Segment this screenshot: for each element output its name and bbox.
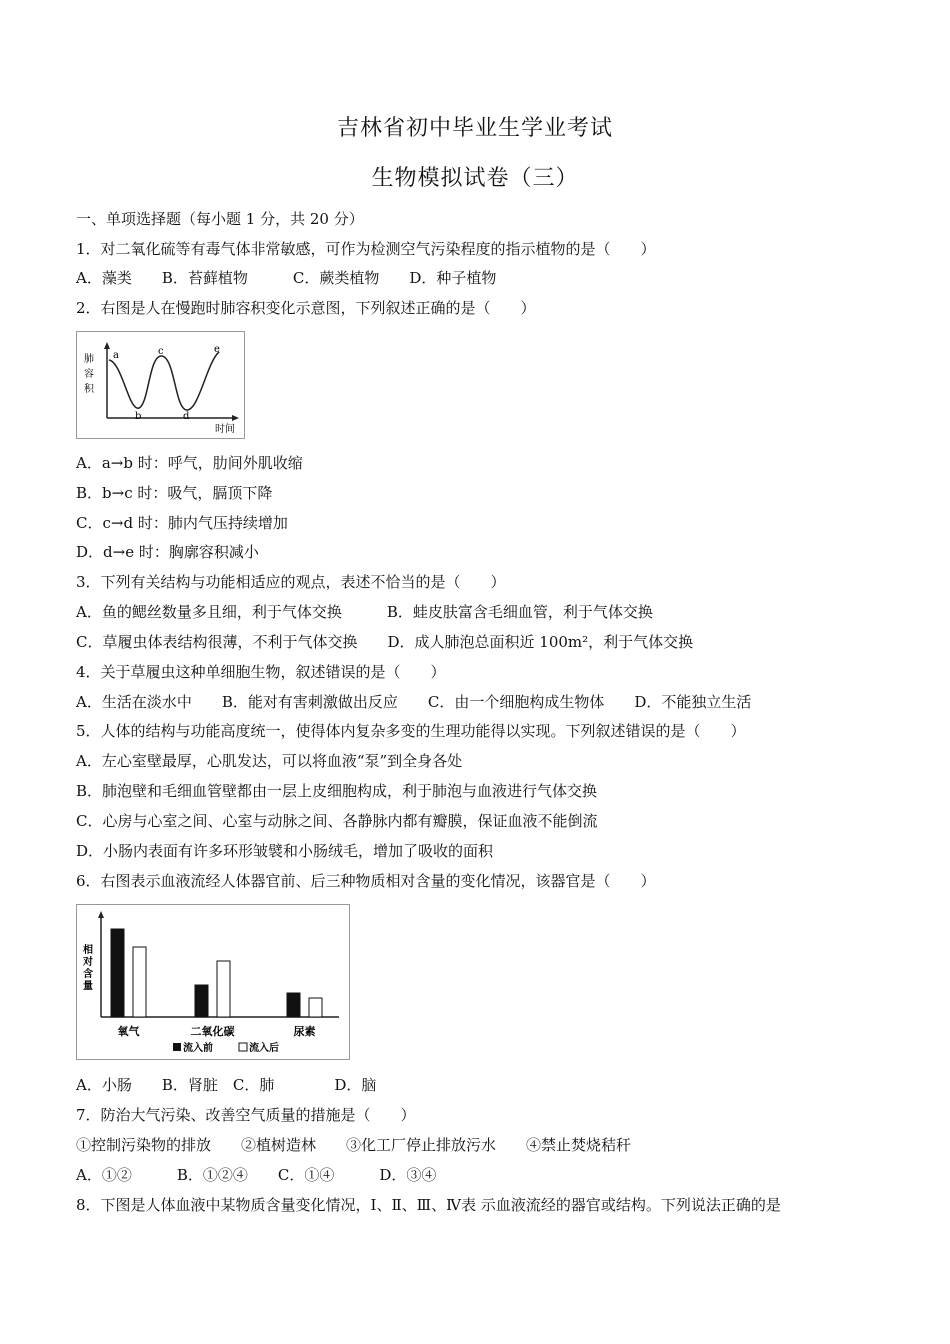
- question-2: 2．右图是人在慢跑时肺容积变化示意图，下列叙述正确的是（ ）: [76, 299, 536, 317]
- section-heading: 一、单项选择题（每小题 1 分，共 20 分）: [76, 210, 364, 228]
- category-label: 二氧化碳: [190, 1025, 235, 1038]
- legend-before-swatch: [173, 1043, 181, 1051]
- bar-0-after: [133, 947, 146, 1017]
- question-5: 5．人体的结构与功能高度统一，使得体内复杂多变的生理功能得以实现。下列叙述错误的是（ ）: [76, 722, 746, 740]
- question-5-option-c: C．心房与心室之间、心室与动脉之间、各静脉内都有瓣膜，保证血液不能倒流: [76, 812, 598, 830]
- bar-y-label-3: 含: [83, 969, 93, 980]
- question-8: 8．下图是人体血液中某物质含量变化情况，Ⅰ、Ⅱ、Ⅲ、Ⅳ表 示血液流经的器官或结构。下列说法正确的是: [76, 1196, 781, 1214]
- question-4: 4．关于草履虫这种单细胞生物，叙述错误的是（ ）: [76, 663, 446, 681]
- question-7-statements: ①控制污染物的排放 ②植树造林 ③化工厂停止排放污水 ④禁止焚烧秸秆: [76, 1136, 632, 1154]
- question-5-option-b: B．肺泡壁和毛细血管壁都由一层上皮细胞构成，利于肺泡与血液进行气体交换: [76, 782, 598, 800]
- bar-1-before: [195, 985, 208, 1017]
- question-3: 3．下列有关结构与功能相适应的观点，表述不恰当的是（ ）: [76, 573, 506, 591]
- exam-title: 吉林省初中毕业生学业考试: [336, 116, 613, 141]
- x-axis-label: 时间: [215, 424, 235, 435]
- lung-volume-figure: [76, 331, 245, 439]
- bar-y-label-4: 量: [83, 981, 93, 992]
- point-a: a: [113, 350, 119, 361]
- legend-before-label: 流入前: [183, 1043, 213, 1054]
- question-3-options-cd: C．草履虫体表结构很薄，不利于气体交换 D．成人肺泡总面积近 100m²，利于气体交换: [76, 633, 694, 651]
- point-c: c: [158, 346, 164, 357]
- question-1: 1．对二氧化硫等有毒气体非常敏感，可作为检测空气污染程度的指示植物的是（ ）: [76, 240, 656, 258]
- lung-volume-chart: [77, 332, 244, 438]
- category-label: 氧气: [117, 1025, 140, 1038]
- question-2-option-d: D．d→e 时：胸廓容积减小: [76, 543, 259, 561]
- question-2-option-c: C．c→d 时：肺内气压持续增加: [76, 514, 288, 532]
- question-2-option-b: B．b→c 时：吸气，膈顶下降: [76, 484, 273, 502]
- question-2-option-a: A．a→b 时：呼气，肋间外肌收缩: [76, 454, 303, 472]
- y-axis-label-3: 积: [84, 384, 94, 395]
- point-e: e: [214, 344, 220, 355]
- bar-y-label-2: 对: [83, 957, 93, 968]
- point-d: d: [183, 411, 190, 422]
- bar-1-after: [217, 961, 230, 1017]
- substance-bar-chart: [77, 905, 349, 1059]
- question-3-options-ab: A．鱼的鳃丝数量多且细，利于气体交换 B．蛙皮肤富含毛细血管，利于气体交换: [76, 603, 653, 621]
- legend-after-swatch: [239, 1043, 247, 1051]
- point-b: b: [135, 411, 142, 422]
- question-7: 7．防治大气污染、改善空气质量的措施是（ ）: [76, 1106, 416, 1124]
- bar-2-before: [287, 993, 300, 1017]
- question-7-options: A．①② B．①②④ C．①④ D．③④: [76, 1166, 437, 1184]
- question-5-option-a: A．左心室壁最厚，心肌发达，可以将血液“泵”到全身各处: [76, 752, 463, 770]
- bar-0-before: [111, 929, 124, 1017]
- exam-subtitle: 生物模拟试卷（三）: [371, 166, 579, 191]
- lung-volume-curve: [109, 352, 219, 410]
- y-axis-label-1: 肺: [84, 354, 94, 365]
- question-6-options: A．小肠 B．肾脏 C．肺 D．脑: [76, 1076, 377, 1094]
- blood-substance-figure: [76, 904, 350, 1060]
- legend-after-label: 流入后: [249, 1043, 279, 1054]
- question-6: 6．右图表示血液流经人体器官前、后三种物质相对含量的变化情况，该器官是（ ）: [76, 872, 656, 890]
- question-5-option-d: D．小肠内表面有许多环形皱襞和小肠绒毛，增加了吸收的面积: [76, 842, 494, 860]
- bar-2-after: [309, 998, 322, 1017]
- category-label: 尿素: [293, 1025, 316, 1038]
- bar-y-label-1: 相: [83, 945, 93, 956]
- question-1-options: A．藻类 B．苔藓植物 C．蕨类植物 D．种子植物: [76, 269, 497, 287]
- y-axis-label-2: 容: [84, 369, 94, 380]
- question-4-options: A．生活在淡水中 B．能对有害刺激做出反应 C．由一个细胞构成生物体 D．不能独立生活: [76, 693, 752, 711]
